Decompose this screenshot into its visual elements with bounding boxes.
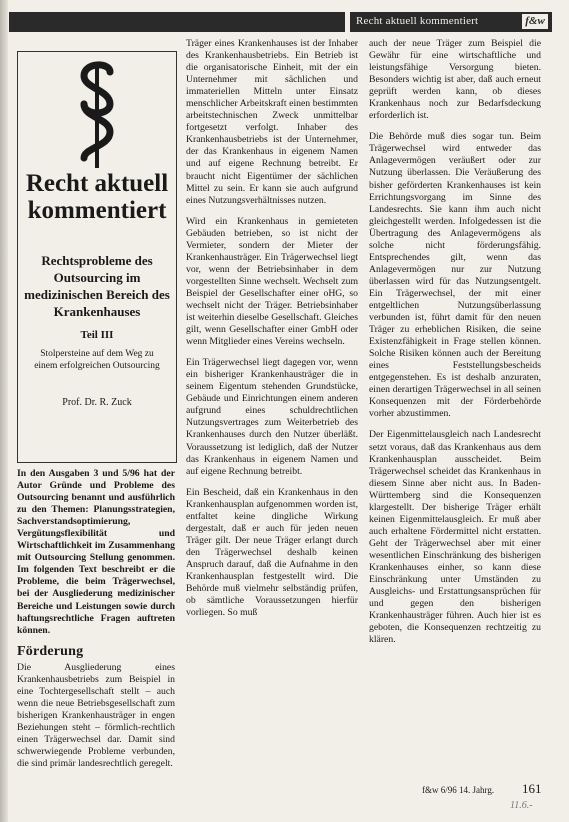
section-sign-caduceus-icon xyxy=(70,58,124,170)
paragraph: Träger eines Krankenhauses ist der Inhaber des Krankenhausbetriebs. Ein Betrieb ist die organisatorische Einheit, mit der ein Unternehmer mit sächlichen und immateriellen Mitteln unter Einsatz menschlicher Arbeitskraft einen bestimmten arbeitstechnischen Zweck unmittelbar fortgesetzt verfolgt. Inhaber des Krankenhausbetriebs ist der Unternehmer, der das Krankenhaus in eigenem Namen und auf eigene Rechnung betreibt. Er braucht nicht Eigentümer der sächlichen Mittel zu sein. Er kann sie auch aufgrund eines Nutzungsverhältnisses nutzen. xyxy=(186,38,358,206)
page-number: 161 xyxy=(522,781,542,796)
brand-title-line2: kommentiert xyxy=(27,197,167,224)
intro-paragraph: In den Ausgaben 3 und 5/96 hat der Autor Gründe und Probleme des Outsourcing benannt und ausführlich zu den Themen: Planungsstrategien, Sachverstandsoptimierung, Vergütungsflexibilität und Wirtschaftlichkeit im Zusammenhang mit Outsourcing Stellung genommen. Im folgenden Text beschreibt er die Probleme, die beim Trägerwechsel, bei der Ausgliederung medizinischer Bereiche und Leistungen sowie durch haftungsrechtliche Fragen auftreten können. xyxy=(17,468,175,636)
article-part: Teil III xyxy=(80,329,114,341)
paragraph: Die Ausgliederung eines Krankenhausbetriebs zum Beispiel in eine Tochtergesellschaft stellt – auch wenn die neue Betriebsgesellschaft zum bisherigen Krankenhausträger in engen Beziehungen steht – förmlich-rechtlich einen Trägerwechsel dar. Damit sind schwerwiegende Probleme verbunden, die sind primär landesrechtlich geregelt. xyxy=(17,661,175,770)
binding-shadow xyxy=(0,0,8,822)
header-bar xyxy=(9,12,345,32)
paragraph: Wird ein Krankenhaus in gemieteten Gebäuden betrieben, so ist nicht der Vermieter, sondern der Mieter der Krankenhausträger. Ein Trägerwechsel liegt vor, wenn der Betriebsinhaber in dem vorgestellten Sinne wechselt. Wechselt zum Beispiel der Gesellschafter einer oHG, so wechselt nicht der Träger. Betriebsinhaber ist weiterhin dieselbe Gesellschaft. Gleiches gilt, wenn Gesellschafter einer GmbH oder wenn Mitglieder eines Vereins wechseln. xyxy=(186,215,358,348)
paragraph: auch der neue Träger zum Beispiel die Gewähr für eine wirtschaftliche und leistungsfähige Versorgung bieten. Besonders wichtig ist aber, daß auch erneut geprüft werden kann, ob dieses Krankenhaus noch zur Bedarfsdeckung erforderlich ist. xyxy=(369,38,541,122)
journal-logo: f&w xyxy=(522,14,548,29)
running-title: Recht aktuell kommentiert xyxy=(356,15,479,27)
section-heading: Förderung xyxy=(17,643,84,659)
title-box xyxy=(17,51,177,463)
column-2 xyxy=(186,38,358,628)
article-author: Prof. Dr. R. Zuck xyxy=(62,397,132,408)
column-1 xyxy=(17,468,175,779)
issue-line: f&w 6/96 14. Jahrg. xyxy=(422,785,495,795)
paragraph: Ein Trägerwechsel liegt dagegen vor, wenn ein bisheriger Krankenhausträger die in seinem Eigentum stehenden Grundstücke, Gebäude und Einrichtungen einem anderen aufgrund eines schuldrechtlichen Nutzungsvertrages zum Weiterbetrieb des Krankenhauses durch den Nutzer überläßt. Voraussetzung ist lediglich, daß der Nutzer das Krankenhaus in eigenem Namen und auf eigene Rechnung betreibt. xyxy=(186,357,358,477)
article-subtitle: Stolpersteine auf dem Weg zu einem erfolgreichen Outsourcing xyxy=(34,349,160,371)
paragraph: Ein Bescheid, daß ein Krankenhaus in den Krankenhausplan aufgenommen worden ist, entfaltet keine dingliche Wirkung dergestalt, daß er auch für jeden neuen Träger gilt. Der neue Träger erlangt durch den Trägerwechsel deshalb keinen Anspruch darauf, daß die Aufnahme in den Krankenhausplan festgestellt wird. Die Behörde muß vielmehr selbständig prüfen, ob sämtliche Voraussetzungen hierfür vorliegen. So muß xyxy=(186,486,358,619)
pencil-note: 11.6.- xyxy=(510,800,533,811)
paragraph: Die Behörde muß dies sogar tun. Beim Trägerwechsel wird entweder das Anlagevermögen veräußert oder zur Nutzung überlassen. Die Veräußerung des bisher geförderten Krankenhauses ist kein Errichtungsvorgang im Sinne des Landesrechts. Sie kann ihm auch nicht gleichgestellt werden. Infolgedessen ist die Übertragung des Anlagevermögens als solche nicht förderungsfähig. Entsprechendes gilt, wenn das Anlagevermögen nur zur Nutzung überlassen wird für das Nutzungsentgelt. Ein Trägerwechsel, der mit einer entgeltlichen Nutzungsüberlassung verbunden ist, führt damit für den neuen Träger zu erheblichen Risiken, die seine Existenzfähigkeit in Frage stellen können. Solche Risiken können auch der Bereitung eines Feststellungsbescheids entgegenstehen. Es ist deshalb anzuraten, einen derartigen Trägerwechsel in all seinen Konsequenzen mit der Förderbehörde vorher abzustimmen. xyxy=(369,131,541,420)
brand-title-line1: Recht aktuell xyxy=(25,170,169,197)
running-header xyxy=(350,12,552,32)
article-headline: Rechtsprobleme des Outsourcing im medizinischen Bereich des Krankenhauses xyxy=(24,253,170,319)
paragraph: Der Eigenmittelausgleich nach Landesrecht setzt voraus, daß das Krankenhaus aus dem Krankenhausplan ausscheidet. Beim Trägerwechsel scheidet das Krankenhaus in diesem Sinne aber nicht aus. In Baden-Württemberg sind die Konsequenzen klargestellt. Der bisherige Träger erhält keinen Eigenmittelausgleich. Er muß aber auch erhaltene Fördermittel nicht erstatten. Geht der Trägerwechsel aber mit einer wesentlichen Einschränkung des bisherigen Krankenhauses einher, so kann diese Einschränkung unter Umständen zu Ausgleichs- und Erstattungsansprüchen für und gegen den bisherigen Krankenhausträger führen. Auch hier ist es geboten, die Konsequenzen rechtzeitig zu klären. xyxy=(369,429,541,646)
column-3 xyxy=(369,38,541,655)
